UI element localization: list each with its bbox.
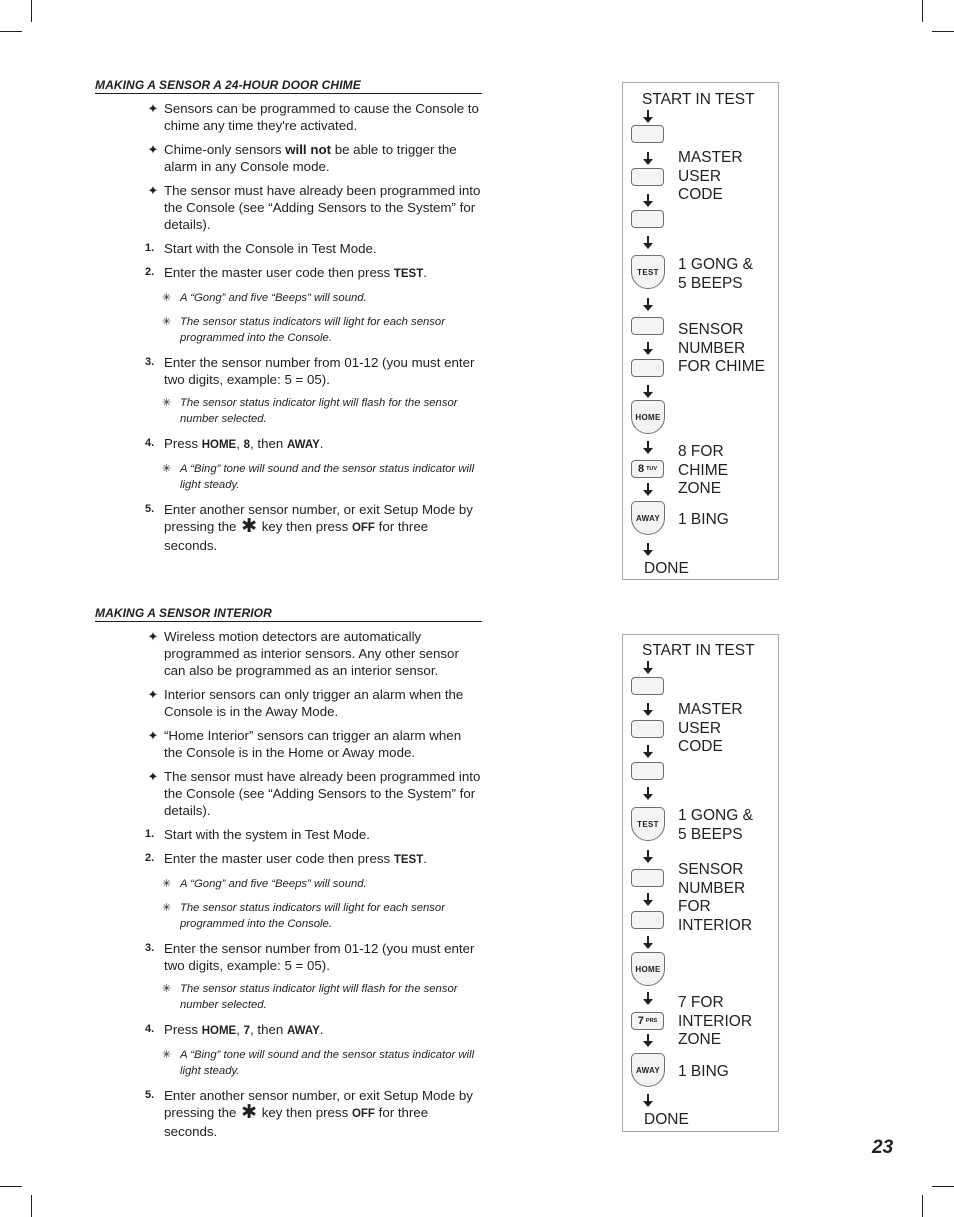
start-label: START IN TEST <box>642 91 755 108</box>
done-label: DONE <box>644 560 689 577</box>
crop-mark <box>932 31 954 32</box>
down-arrow-icon <box>642 385 643 399</box>
down-arrow-icon <box>642 850 643 864</box>
chime-section <box>95 78 482 561</box>
digit-key <box>631 720 664 738</box>
away-key: AWAY <box>631 501 665 535</box>
four-point-star-icon: ✦ <box>147 142 159 157</box>
note-item: ✳ A “Bing” tone will sound and the sensor status indicator will light steady. <box>162 462 475 491</box>
down-arrow-icon <box>642 936 643 950</box>
digit-key <box>631 359 664 377</box>
down-arrow-icon <box>642 110 643 124</box>
note-item: ✳ A “Gong” and five “Beeps” will sound. <box>95 876 482 893</box>
down-arrow-icon <box>642 543 643 557</box>
step-item: 3. Enter the sensor number from 01-12 (you must enter two digits, example: 5 = 05). <box>145 940 475 973</box>
note-item: ✳ The sensor status indicator light will flash for the sensor number selected. <box>162 982 458 1011</box>
crop-mark <box>0 31 22 32</box>
note-item: ✳ The sensor status indicators will light for each sensor programmed into the Console. <box>162 901 445 930</box>
down-arrow-icon <box>642 236 643 250</box>
bing-label: 1 BING <box>678 1063 729 1080</box>
step-item: 5. Enter another sensor number, or exit Setup Mode by pressing the ✱ key then press OFF for three seconds. <box>145 501 473 553</box>
digit-key <box>631 210 664 228</box>
section-title: MAKING A SENSOR A 24-HOUR DOOR CHIME <box>95 78 482 94</box>
asterisk-icon: ✳ <box>162 292 172 304</box>
down-arrow-icon <box>642 152 643 166</box>
asterisk-icon: ✳ <box>162 1048 172 1061</box>
star-key-icon: ✱ <box>241 515 258 537</box>
page-number: 23 <box>872 1137 894 1158</box>
down-arrow-icon <box>642 661 643 675</box>
step-item: 4. Press HOME, 7, then AWAY. <box>145 1021 324 1037</box>
down-arrow-icon <box>642 194 643 208</box>
crop-mark <box>31 1195 32 1217</box>
bullet-item: ✦ The sensor must have already been programmed into the Console (see “Adding Sensors to the System” for details). <box>95 768 482 819</box>
digit-key <box>631 911 664 929</box>
four-point-star-icon: ✦ <box>147 769 159 784</box>
seven-key: 7 PRS <box>631 1012 664 1030</box>
digit-key <box>631 677 664 695</box>
asterisk-icon: ✳ <box>162 878 172 890</box>
down-arrow-icon <box>642 787 643 801</box>
bullet-item: ✦ “Home Interior” sensors can trigger an alarm when the Console is in the Home or Away mode. <box>95 727 482 761</box>
digit-key <box>631 762 664 780</box>
gong-label: 1 GONG & 5 BEEPS <box>678 256 753 292</box>
four-point-star-icon: ✦ <box>147 101 159 116</box>
step-item: 5. Enter another sensor number, or exit Setup Mode by pressing the ✱ key then press OFF for three seconds. <box>145 1087 473 1139</box>
four-point-star-icon: ✦ <box>147 629 159 644</box>
step-item: 4. Press HOME, 8, then AWAY. <box>145 435 324 451</box>
digit-key <box>631 125 664 143</box>
bing-label: 1 BING <box>678 511 729 528</box>
bullet-item: ✦ Wireless motion detectors are automatically programmed as interior sensors. Any other sensor can also be programmed as an interior sensor. <box>95 628 482 679</box>
star-key-icon: ✱ <box>241 1101 258 1123</box>
down-arrow-icon <box>642 703 643 717</box>
crop-mark <box>922 1195 923 1217</box>
four-point-star-icon: ✦ <box>147 183 159 198</box>
digit-key <box>631 168 664 186</box>
zone-label: 7 FOR INTERIOR ZONE <box>678 994 753 1048</box>
chime-flow-diagram <box>622 82 779 580</box>
home-key: HOME <box>631 952 665 986</box>
zone-label: 8 FOR CHIME ZONE <box>678 443 728 497</box>
down-arrow-icon <box>642 342 643 356</box>
down-arrow-icon <box>642 893 643 907</box>
down-arrow-icon <box>642 483 643 497</box>
digit-key <box>631 869 664 887</box>
crop-mark <box>31 0 32 22</box>
note-item: ✳ The sensor status indicator light will flash for the sensor number selected. <box>162 396 458 425</box>
step-item: 1. Start with the Console in Test Mode. <box>145 241 377 256</box>
sensor-label: SENSOR NUMBER FOR INTERIOR <box>678 861 753 934</box>
home-key: HOME <box>631 400 665 434</box>
down-arrow-icon <box>642 1034 643 1048</box>
asterisk-icon: ✳ <box>162 901 172 914</box>
digit-key <box>631 317 664 335</box>
test-key: TEST <box>631 807 665 841</box>
crop-mark <box>932 1186 954 1187</box>
step-item: 1. Start with the system in Test Mode. <box>145 827 370 842</box>
master-code-label: MASTER USER CODE <box>678 701 743 755</box>
away-key: AWAY <box>631 1053 665 1087</box>
down-arrow-icon <box>642 1094 643 1108</box>
crop-mark <box>922 0 923 22</box>
down-arrow-icon <box>642 298 643 312</box>
asterisk-icon: ✳ <box>162 315 172 328</box>
down-arrow-icon <box>642 992 643 1006</box>
note-item: ✳ A “Bing” tone will sound and the sensor status indicator will light steady. <box>162 1048 475 1077</box>
note-item: ✳ A “Gong” and five “Beeps” will sound. <box>95 290 482 307</box>
down-arrow-icon <box>642 745 643 759</box>
step-item: 2. Enter the master user code then press TEST. <box>145 851 427 866</box>
step-item: 3. Enter the sensor number from 01-12 (you must enter two digits, example: 5 = 05). <box>145 354 475 387</box>
step-item: 2. Enter the master user code then press TEST. <box>145 265 427 280</box>
asterisk-icon: ✳ <box>162 982 172 995</box>
bullet-item: ✦ Interior sensors can only trigger an alarm when the Console is in the Away Mode. <box>95 686 482 720</box>
four-point-star-icon: ✦ <box>147 687 159 702</box>
done-label: DONE <box>644 1111 689 1128</box>
bullet-item: ✦ Sensors can be programmed to cause the Console to chime any time they're activated. <box>95 100 482 134</box>
interior-flow-diagram <box>622 634 779 1132</box>
four-point-star-icon: ✦ <box>147 728 159 743</box>
note-item: ✳ The sensor status indicators will light for each sensor programmed into the Console. <box>162 315 445 344</box>
down-arrow-icon <box>642 441 643 455</box>
test-key: TEST <box>631 255 665 289</box>
asterisk-icon: ✳ <box>162 462 172 475</box>
crop-mark <box>0 1186 22 1187</box>
section-title: MAKING A SENSOR INTERIOR <box>95 606 482 622</box>
eight-key: 8 TUV <box>631 460 664 478</box>
interior-section <box>95 606 482 1147</box>
master-code-label: MASTER USER CODE <box>678 149 743 203</box>
bullet-item: ✦ The sensor must have already been programmed into the Console (see “Adding Sensors to the System” for details). <box>95 182 482 233</box>
sensor-label: SENSOR NUMBER FOR CHIME <box>678 321 765 375</box>
gong-label: 1 GONG & 5 BEEPS <box>678 807 753 843</box>
bullet-item: ✦ Chime-only sensors will not be able to trigger the alarm in any Console mode. <box>95 141 482 175</box>
start-label: START IN TEST <box>642 642 755 659</box>
asterisk-icon: ✳ <box>162 396 172 409</box>
